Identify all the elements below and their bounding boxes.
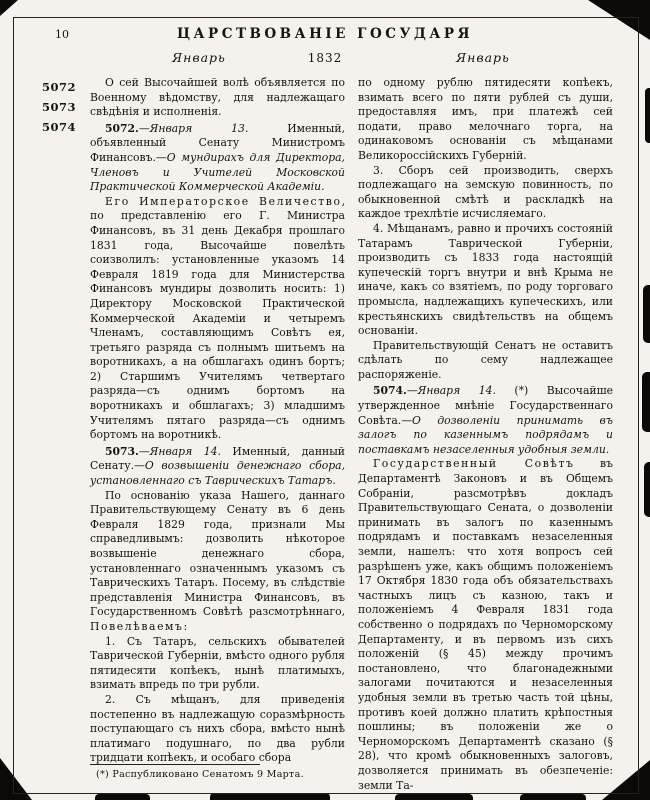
year-label: 1832 xyxy=(307,51,343,65)
text-segment: Января 14. xyxy=(149,444,221,458)
act-heading-paragraph xyxy=(90,445,345,489)
paragraph xyxy=(90,76,345,120)
scan-artifact-right-edge xyxy=(642,372,650,432)
text-segment: Повелѣваемъ xyxy=(90,619,184,633)
margin-number: 5073 xyxy=(42,100,77,114)
act-heading-paragraph xyxy=(358,384,613,457)
paragraph xyxy=(358,339,613,383)
text-segment: Именный, объявленный Сенату Министромъ Финансовъ.— xyxy=(90,121,346,164)
text-segment: въ Департаментѣ Законовъ и въ Общемъ Собраніи, разсмотрѣвъ докладъ Правительствующаго Сената, о дозволеніи принимать въ залогъ по казеннымъ подрядамъ и поставкамъ незаселенныя земли, нашелъ: что хотя вопросъ сей разрѣшенъ уже, какъ общимъ положеніемъ 17 Октября 1830 года объ обязательствахъ частныхъ лицъ съ казною, такъ и положеніемъ 4 Февраля 1831 года собственно о подрядахъ по Черноморскому Департаменту, и въ первомъ изъ сихъ положеній (§ 45) между прочимъ постановлено, что благонадежными залогами почитаются и незаселенныя удобныя земли въ третью часть той цѣны, противъ коей должно платить крѣпостныя пошлины; въ положеніи же о Черноморскомъ Департаментѣ сказано (§ 28), что кромѣ обыкновенныхъ залоговъ, дозволяется принимать въ обезпеченіе: земли Та- xyxy=(358,457,613,792)
paragraph xyxy=(90,693,345,766)
paragraph xyxy=(90,195,345,443)
text-segment: — xyxy=(138,444,150,458)
text-segment: Его Императорское Величество xyxy=(105,194,342,208)
scan-artifact-corner-bottom-left xyxy=(0,758,32,800)
month-label-left: Январь xyxy=(172,50,226,65)
text-segment: О дозволеніи принимать въ залогъ по казеннымъ подрядамъ и поставкамъ незаселенныя удобныя земли. xyxy=(358,413,613,456)
paragraph xyxy=(358,457,613,793)
text-segment: 3. Сборъ сей производить, сверхъ подлежащаго на земскую повинность, по обыкновенной смѣтѣ и раскладкѣ на каждое трехлѣтіе исчисляемаго. xyxy=(358,163,613,221)
text-segment: 1. Съ Татаръ, сельскихъ обывателей Таврической Губерніи, вмѣсто одного рубля пятидесяти копѣекъ, нынѣ платимыхъ, взимать впредь по три рубли. xyxy=(90,634,345,692)
page-number: 10 xyxy=(55,28,69,41)
text-segment: 5073. xyxy=(105,444,139,458)
month-label-right: Январь xyxy=(456,50,510,65)
text-segment: Января 14. xyxy=(417,384,496,398)
act-heading-paragraph xyxy=(90,122,345,195)
text-segment: Именный, данный Сенату.— xyxy=(90,444,345,473)
scan-artifact-right-edge xyxy=(644,462,650,517)
margin-numbers xyxy=(42,80,86,140)
margin-number: 5072 xyxy=(42,80,77,94)
text-column-left xyxy=(90,76,345,793)
text-segment: 5072. xyxy=(105,121,139,135)
page-title: ЦАРСТВОВАНІЕ ГОСУДАРЯ xyxy=(177,26,473,42)
margin-number: 5074 xyxy=(42,120,77,134)
text-segment: 5074. xyxy=(373,384,407,398)
text-columns xyxy=(90,76,614,793)
text-segment: Государственный Совѣтъ xyxy=(373,457,575,471)
paragraph xyxy=(90,489,345,635)
paragraph xyxy=(358,222,613,339)
paragraph xyxy=(90,635,345,693)
text-segment: по одному рублю пятидесяти копѣекъ, взимать всего по пяти рублей съ души, предоставляя имъ, при платежѣ сей подати, право мелочнаго торга, на одинаковомъ основаніи съ мѣщанами Великороссійскихъ Губерній. xyxy=(358,76,613,162)
text-segment: : xyxy=(183,619,188,633)
text-segment: О мундирахъ для Директора, Членовъ и Учителей Московской Практической Коммерческой Академіи. xyxy=(90,150,345,194)
scan-artifact-bottom-edge xyxy=(95,794,150,800)
text-segment: (*) Высочайше утвержденное мнѣніе Государственнаго Совѣта.— xyxy=(358,384,614,427)
paragraph xyxy=(358,76,613,164)
text-segment: 4. Мѣщанамъ, равно и прочихъ состояній Татарамъ Таврической Губерніи, производить съ 1833 года настоящій купеческій торгъ внутри и внѣ Крыма не иначе, какъ со взятіемъ, по роду торговаго промысла, надлежащихъ купеческихъ, или крестьянскихъ свидѣтельствъ на общемъ основаніи. xyxy=(358,221,613,338)
text-segment: , по представленію его Г. Министра Финансовъ, въ 31 день Декабря прошлаго 1831 года, Высочайше повелѣть соизволилъ: установленные указомъ 14 Февраля 1819 года для Министерства Финансовъ мундиры дозволить носить: 1) Директору Московской Практической Коммерческой Академіи и четыремъ Членамъ, составляющимъ Совѣтъ ея, третьяго разряда съ полнымъ шитьемъ на воротникахъ, а на обшлагахъ одинъ бортъ; 2) Старшимъ Учителямъ четвертаго разряда—съ однимъ бортомъ на воротникахъ и обшлагахъ; 3) младшимъ Учителямъ пятаго разряда—съ однимъ бортомъ на воротникѣ. xyxy=(90,194,345,442)
footnote-rule xyxy=(90,764,260,765)
text-segment: По основанію указа Нашего, даннаго Правительствующему Сенату въ 6 день Февраля 1829 года, признали Мы справедливымъ: дозволить нѣкоторое возвышеніе денежнаго сбора, установленнаго означеннымъ указомъ съ Таврическихъ Татаръ. Посему, въ слѣдствіе представленія Министра Финансовъ, въ Государственномъ Совѣтѣ разсмотрѣннаго, xyxy=(90,488,345,619)
text-segment: Января 13. xyxy=(149,121,249,135)
text-column-right xyxy=(358,76,613,793)
text-segment: — xyxy=(406,384,418,398)
text-segment: О возвышеніи денежнаго сбора, установленнаго съ Таврическихъ Татаръ. xyxy=(90,459,345,488)
scan-artifact-bottom-edge xyxy=(520,794,586,800)
text-segment: 2. Съ мѣщанъ, для приведенія постепенно въ надлежащую соразмѣрность поступающаго съ нихъ сбора, вмѣсто нынѣ платимаго подушнаго, по два рубли тридцати копѣекъ, и особаго сбора xyxy=(90,692,345,765)
footnote: (*) Распубликовано Сенатомъ 9 Марта. xyxy=(96,769,304,780)
scan-artifact-bottom-edge xyxy=(210,793,330,800)
scan-artifact-right-edge xyxy=(643,285,650,343)
scan-artifact-bottom-edge xyxy=(395,794,473,800)
scan-artifact-right-edge xyxy=(645,88,650,143)
scan-artifact-corner-top-left xyxy=(0,0,18,16)
paragraph xyxy=(358,164,613,222)
text-segment: О сей Высочайшей волѣ объявляется по Военному вѣдомству, для надлежащаго свѣдѣнія и исполненія. xyxy=(90,76,345,119)
text-segment: — xyxy=(138,121,150,135)
text-segment: Правительствующій Сенатъ не оставитъ сдѣлать по сему надлежащее распоряженіе. xyxy=(358,338,613,381)
